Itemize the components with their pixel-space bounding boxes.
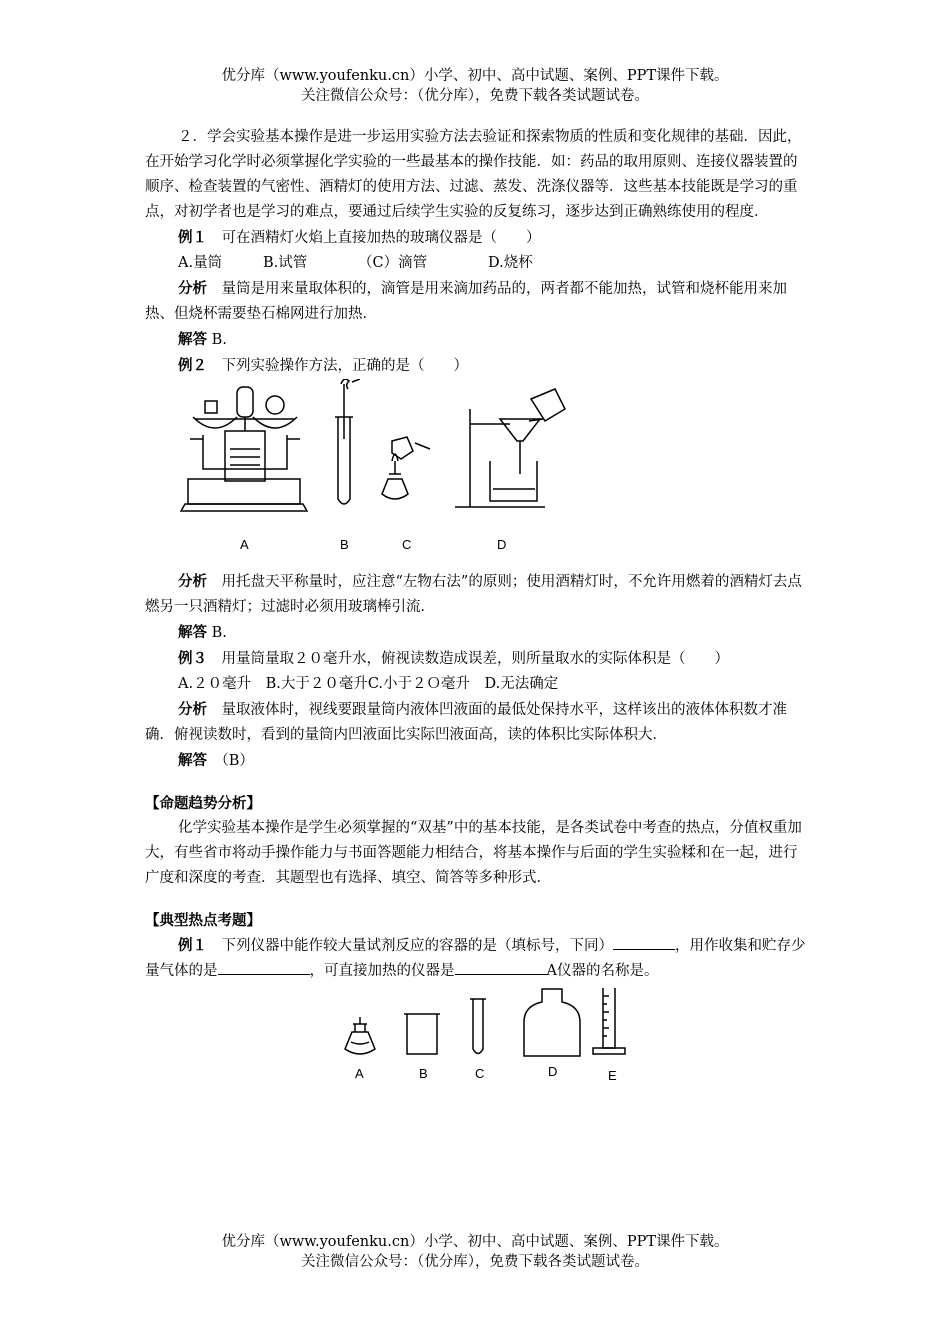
figure-label-b: B [340,537,349,552]
analysis-label: 分析 [178,280,207,297]
example-2-question [145,353,807,379]
answer-label: 解答 [178,752,207,769]
example-1-analysis [145,276,807,327]
hot-question-part-5: 。 [643,963,659,979]
hot-question-part-3: ，可直接加热的仪器是 [309,963,455,979]
analysis-label: 分析 [178,701,207,718]
example-3-text: 用量筒量取２０毫升水，俯视读数造成误差，则所量取水的实际体积是（ ） [221,651,729,667]
example-3-answer [145,748,807,774]
header-line-2: 关注微信公众号：（优分库），免费下载各类试题试卷。 [301,88,649,104]
example-3-options: A.２０毫升 B.大于２０毫升C.小于２Ｏ毫升 D.无法确定 [178,676,559,692]
option-c: （C）滴管 [358,255,428,271]
answer-text: （B） [221,753,254,769]
option-d: D.烧杯 [488,255,533,271]
analysis-label: 分析 [178,573,207,590]
hot-question [145,933,807,984]
test-tube-match-drawing [335,379,360,504]
analysis-text: 量筒是用来量取体积的，滴管是用来滴加药品的，两者都不能加热，试管和烧杯能用来加热、但烧杯需要垫石棉网进行加热． [145,281,787,322]
instrument-label-a: A [355,1066,364,1081]
trend-heading: 【命题趋势分析】 [145,795,261,812]
hot-example-label: 例１ [178,937,207,954]
instrument-c-drawing [470,999,486,1054]
hot-heading: 【典型热点考题】 [145,912,261,929]
instrument-label-d: D [548,1064,558,1079]
analysis-text: 用托盘天平称量时，应注意“左物右法”的原则；使用酒精灯时，不允许用燃着的酒精灯去点燃另一只酒精灯；过滤时必须用玻璃棒引流． [145,574,802,615]
option-a: A.量筒 [178,255,223,271]
instruments-illustration [145,984,807,1094]
figure-label-d: D [497,537,507,552]
filtration-drawing [455,389,565,507]
answer-blank-3[interactable] [455,960,547,975]
option-b: B.试管 [263,255,308,271]
header-line-1: 优分库（www.youfenku.cn）小学、初中、高中试题、案例、PPT课件下载。 [221,68,729,84]
answer-text: B. [211,332,227,348]
example-2-text: 下列实验操作方法，正确的是（ ） [221,358,468,374]
analysis-text: 量取液体时，视线要跟量筒内液体凹液面的最低处保持水平，这样该出的液体体积数才准确．俯视读数时，看到的量筒内凹液面比实际凹液面高，读的体积比实际体积大． [145,702,787,743]
hot-question-part-4: A仪器的名称是 [546,963,644,979]
example-1-label: 例１ [178,229,207,246]
balance-drawing [181,387,307,511]
instrument-a-drawing [345,1017,375,1054]
example-1-answer [145,327,807,353]
instrument-label-c: C [475,1066,485,1081]
intro-paragraph: ２．学会实验基本操作是进一步运用实验方法去验证和探索物质的性质和变化规律的基础．因此，在开始学习化学时必须掌握化学实验的一些最基本的操作技能．如：药品的取用原则、连接仪器装置的顺序、检查装置的气密性、酒精灯的使用方法、过滤、蒸发、洗涤仪器等．这些基本技能既是学习的重点，对初学者也是学习的难点，要通过后续学生实验的反复练习，逐步达到正确熟练使用的程度． [145,129,802,220]
trend-paragraph: 化学实验基本操作是学生必须掌握的“双基”中的基本技能，是各类试卷中考查的热点，分值权重加大，有些省市将动手操作能力与书面答题能力相结合，将基本操作与后面的学生实验糅和在一起，进行广度和深度的考查．其题型也有选择、填空、简答等多种形式． [145,820,802,886]
example-1-text: 可在酒精灯火焰上直接加热的玻璃仪器是（ ） [221,230,541,246]
example-2-figure [145,379,807,569]
hot-question-part-2: ，用作收集和贮存少量气体的是 [145,938,806,979]
hot-figure [145,984,807,1094]
alcohol-lamp-drawing [382,437,430,499]
instrument-d-drawing [524,989,580,1056]
instrument-e-drawing [593,988,625,1054]
answer-label: 解答 [178,331,207,348]
instrument-label-b: B [419,1066,428,1081]
page-footer [0,1232,950,1272]
example-3-label: 例３ [178,650,207,667]
instrument-label-e: E [608,1068,617,1083]
answer-blank-2[interactable] [218,960,310,975]
example-3-analysis [145,697,807,748]
example-2-analysis [145,569,807,620]
figure-label-c: C [402,537,412,552]
example-2-answer [145,620,807,646]
example-1-options [145,251,807,276]
footer-line-2: 关注微信公众号：（优分库），免费下载各类试题试卷。 [301,1254,649,1270]
lab-operations-illustration [145,379,807,569]
hot-question-part-1: 下列仪器中能作较大量试剂反应的容器的是（填标号，下同） [221,938,613,954]
example-3-question [145,646,807,672]
figure-label-a: A [240,537,249,552]
document-body [145,125,807,1094]
example-1-question [145,225,807,251]
answer-label: 解答 [178,624,207,641]
example-2-label: 例２ [178,357,207,374]
answer-blank-1[interactable] [613,935,675,950]
footer-line-1: 优分库（www.youfenku.cn）小学、初中、高中试题、案例、PPT课件下载。 [221,1234,729,1250]
instrument-b-drawing [404,1014,440,1054]
answer-text: B. [211,625,227,641]
page-header [0,66,950,106]
